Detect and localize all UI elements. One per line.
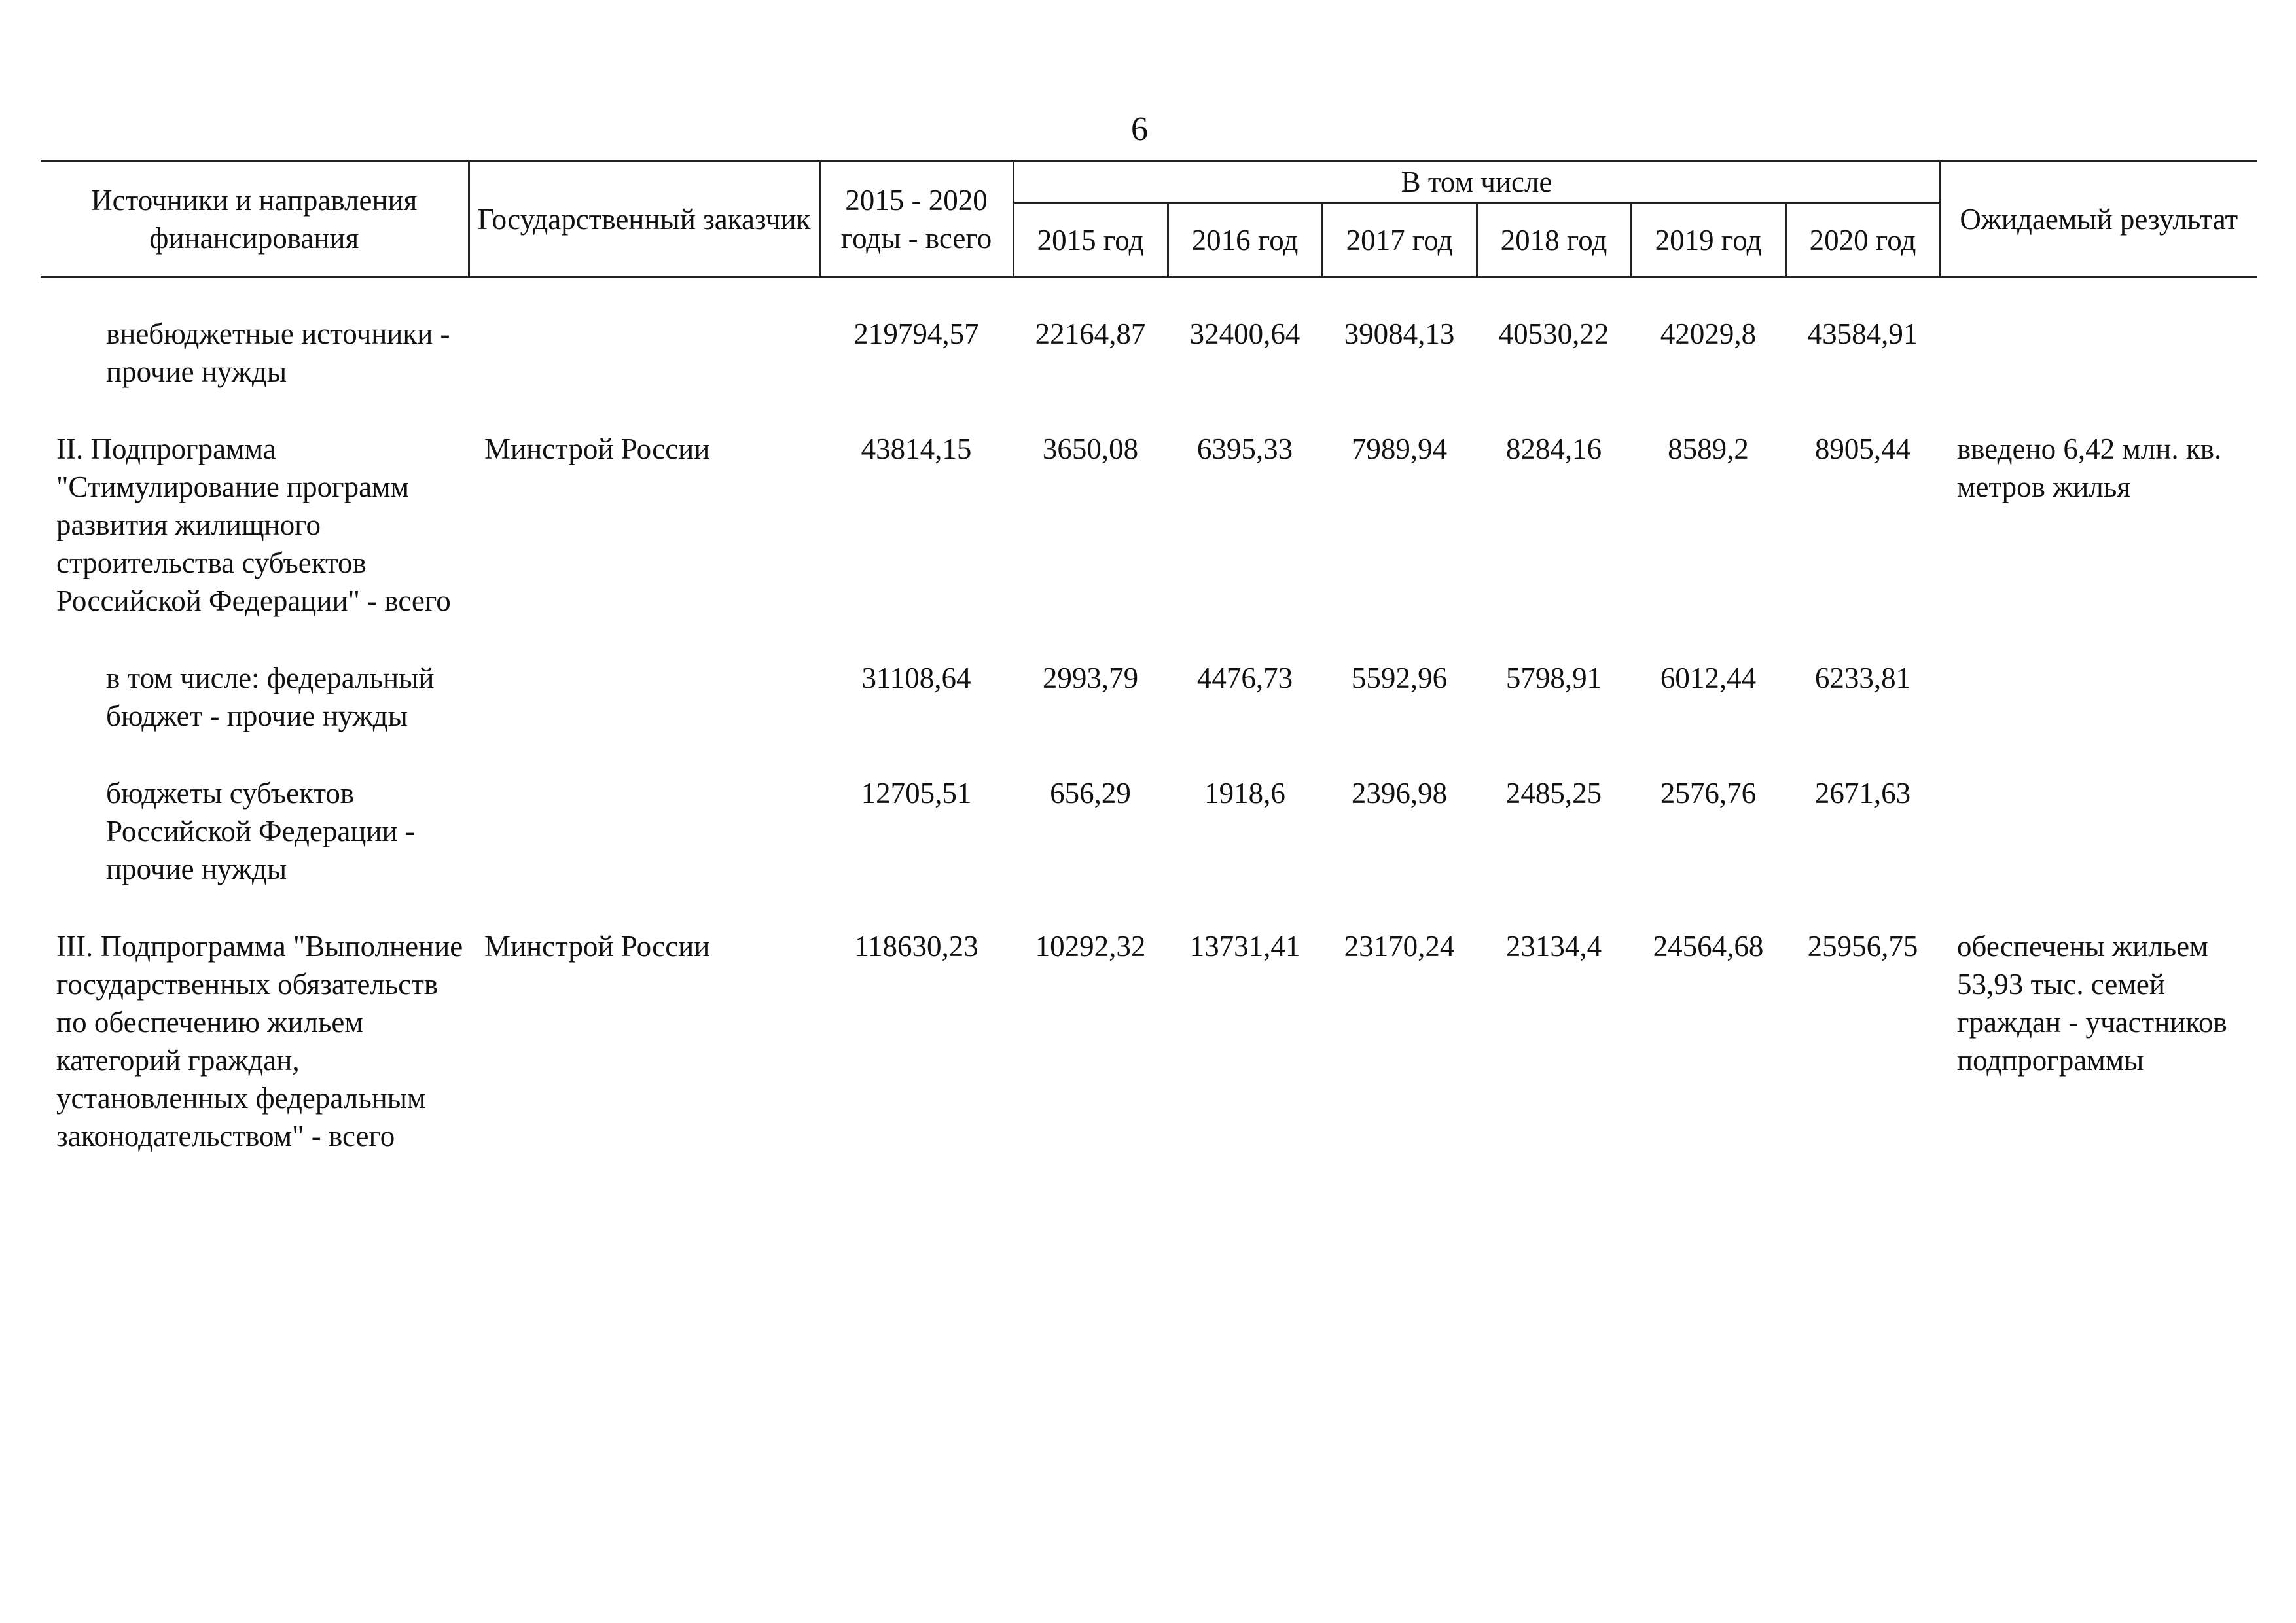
- row-total: 31108,64: [861, 662, 971, 694]
- row-2020: 8905,44: [1814, 433, 1911, 465]
- row-total: 12705,51: [861, 777, 972, 810]
- row-customer: [469, 659, 819, 735]
- financing-table: [41, 160, 2257, 1155]
- row-2015: 656,29: [1050, 777, 1131, 810]
- row-2016: 1918,6: [1204, 777, 1285, 810]
- row-source: внебюджетные источники - прочие нужды: [106, 317, 450, 388]
- row-2015: 22164,87: [1035, 317, 1146, 350]
- row-2018: 40530,22: [1498, 317, 1609, 350]
- page-number-text: 6: [1131, 111, 1148, 148]
- header-year-2019: 2019 год: [1631, 204, 1785, 277]
- row-result: обеспечены жильем 53,93 тыс. семей граждан - участников подпрограммы: [1957, 930, 2227, 1077]
- row-customer: [469, 315, 819, 391]
- row-source: бюджеты субъектов Российской Федерации - прочие нужды: [106, 777, 415, 885]
- row-2019: 42029,8: [1660, 317, 1757, 350]
- row-2019: 2576,76: [1660, 777, 1757, 810]
- row-2018: 5798,91: [1505, 662, 1602, 694]
- row-2020: 25956,75: [1807, 930, 1918, 963]
- row-2019: 8589,2: [1668, 433, 1749, 465]
- row-2017: 7989,94: [1351, 433, 1448, 465]
- header-customer: Государственный заказчик: [469, 161, 819, 277]
- row-total: 118630,23: [854, 930, 978, 963]
- row-result: [1940, 659, 2257, 735]
- row-2020: 43584,91: [1807, 317, 1918, 350]
- table-row: [41, 927, 2257, 1155]
- row-2020: 6233,81: [1814, 662, 1911, 694]
- row-2016: 6395,33: [1196, 433, 1293, 465]
- header-year-2018: 2018 год: [1477, 204, 1631, 277]
- row-2020: 2671,63: [1814, 777, 1911, 810]
- header-year-2016: 2016 год: [1168, 204, 1322, 277]
- row-2015: 2993,79: [1042, 662, 1139, 694]
- row-2019: 6012,44: [1660, 662, 1757, 694]
- row-2018: 2485,25: [1505, 777, 1602, 810]
- header-source: Источники и направления финансирования: [41, 161, 469, 277]
- row-2015: 10292,32: [1035, 930, 1146, 963]
- row-2017: 39084,13: [1344, 317, 1455, 350]
- table-row: [41, 774, 2257, 888]
- row-customer: [469, 774, 819, 888]
- header-year-2015: 2015 год: [1013, 204, 1168, 277]
- row-2017: 5592,96: [1351, 662, 1448, 694]
- header-year-2020: 2020 год: [1785, 204, 1940, 277]
- row-total: 219794,57: [853, 317, 979, 350]
- header-total: 2015 - 2020 годы - всего: [819, 161, 1013, 277]
- row-2017: 23170,24: [1344, 930, 1455, 963]
- table-row: [41, 315, 2257, 391]
- table-body: [41, 277, 2257, 1156]
- row-2015: 3650,08: [1042, 433, 1139, 465]
- row-2018: 23134,4: [1505, 930, 1602, 963]
- table-row: [41, 430, 2257, 620]
- row-source: в том числе: федеральный бюджет - прочие нужды: [106, 662, 435, 732]
- table-header: [41, 161, 2257, 277]
- row-2016: 4476,73: [1196, 662, 1293, 694]
- row-2016: 32400,64: [1189, 317, 1300, 350]
- row-2017: 2396,98: [1351, 777, 1448, 810]
- row-total: 43814,15: [861, 433, 972, 465]
- page-number: [0, 110, 2296, 149]
- row-source: III. Подпрограмма "Выполнение государственных обязательств по обеспечению жильем категорий граждан, установленных федеральным законодательством" - всего: [56, 930, 463, 1152]
- row-2019: 24564,68: [1653, 930, 1764, 963]
- row-customer: Минстрой России: [484, 930, 710, 963]
- row-result: [1940, 315, 2257, 391]
- header-result: Ожидаемый результат: [1940, 161, 2257, 277]
- header-year-2017: 2017 год: [1322, 204, 1477, 277]
- row-2016: 13731,41: [1189, 930, 1300, 963]
- row-result: [1940, 774, 2257, 888]
- row-source: II. Подпрограмма "Стимулирование программ развития жилищного строительства субъектов Российской Федерации" - всего: [56, 433, 451, 617]
- row-2018: 8284,16: [1505, 433, 1602, 465]
- header-including: В том числе: [1013, 161, 1940, 204]
- row-result: введено 6,42 млн. кв. метров жилья: [1957, 433, 2222, 503]
- table-row: [41, 659, 2257, 735]
- row-customer: Минстрой России: [484, 433, 710, 465]
